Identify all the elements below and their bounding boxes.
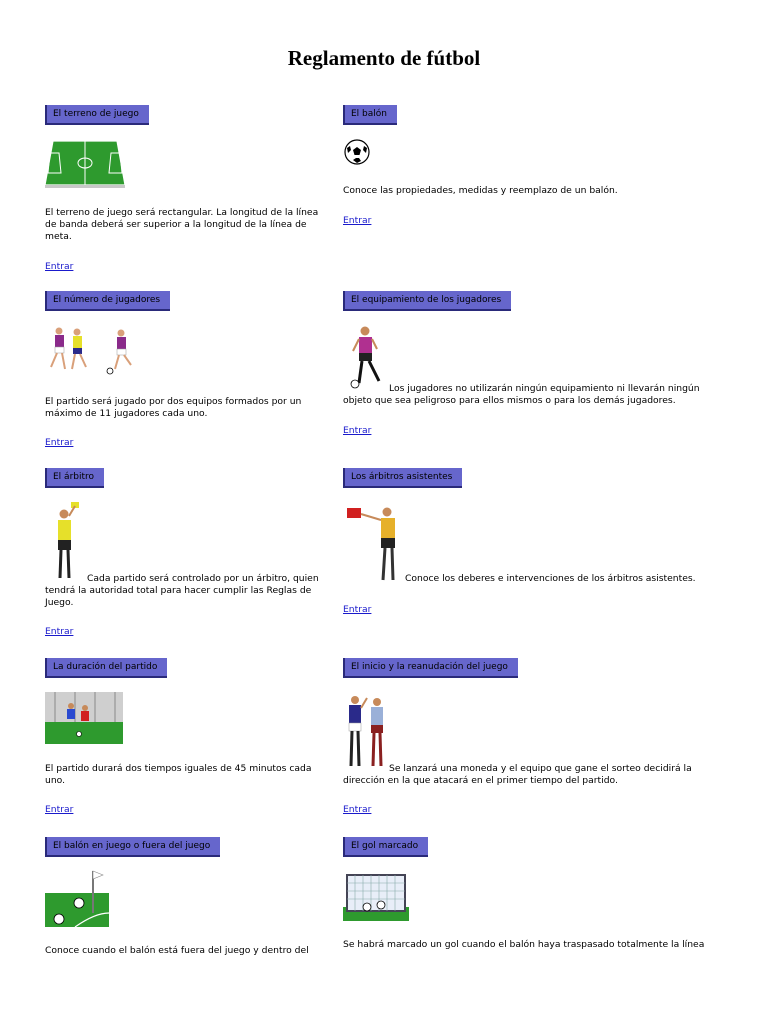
enter-link-duration[interactable]: Entrar: [45, 804, 74, 815]
section-ball: [343, 101, 723, 231]
section-heading: El número de jugadores: [45, 291, 170, 311]
section-heading: El inicio y la reanudación del juego: [343, 658, 518, 678]
referee-icon: [49, 502, 83, 584]
players-icon: [45, 325, 145, 377]
section-description: Se habrá marcado un gol cuando el balón haya traspasado totalmente la línea: [343, 939, 705, 950]
section-heading: El árbitro: [45, 468, 104, 488]
enter-link-players[interactable]: Entrar: [45, 437, 74, 448]
ball-icon: [344, 139, 370, 165]
section-description: El terreno de juego será rectangular. La longitud de la línea de banda deberá ser superior a la longitud de la línea de meta.: [45, 207, 319, 242]
coin-toss-icon: [345, 692, 389, 774]
goal-icon: [343, 871, 409, 921]
section-heading: Los árbitros asistentes: [343, 468, 462, 488]
enter-link-assistant-referees[interactable]: Entrar: [343, 604, 372, 615]
enter-link-equipment[interactable]: Entrar: [343, 425, 372, 436]
assistant-referee-icon: [345, 502, 405, 584]
section-description: Conoce cuando el balón está fuera del juego y dentro del: [45, 945, 309, 956]
field-icon: [45, 137, 125, 189]
section-heading: El terreno de juego: [45, 105, 149, 125]
section-description: Cada partido será controlado por un árbitro, quien tendrá la autoridad total para hacer cumplir las Reglas de Juego.: [45, 573, 319, 608]
section-description: Conoce los deberes e intervenciones de los árbitros asistentes.: [405, 573, 696, 584]
enter-link-field[interactable]: Entrar: [45, 261, 74, 272]
enter-link-ball[interactable]: Entrar: [343, 215, 372, 226]
page-title: Reglamento de fútbol: [287, 46, 481, 70]
section-description: Se lanzará una moneda y el equipo que gane el sorteo decidirá la dirección en la que atacará en el primer tiempo del partido.: [343, 763, 692, 786]
section-heading: El balón: [343, 105, 397, 125]
player-kit-icon: [349, 325, 385, 391]
section-equipment: [343, 287, 723, 447]
section-description: El partido será jugado por dos equipos formados por un máximo de 11 jugadores cada uno.: [45, 396, 302, 419]
section-description: Los jugadores no utilizarán ningún equipamiento ni llevarán ningún objeto que sea peligroso para ellos mismos o para los demás jugadores.: [343, 383, 700, 406]
section-heading: La duración del partido: [45, 658, 167, 678]
section-kickoff: [343, 654, 723, 824]
section-assistant-referees: [343, 464, 723, 624]
corner-flag-icon: [45, 869, 109, 927]
section-heading: El gol marcado: [343, 837, 428, 857]
section-description: El partido durará dos tiempos iguales de 45 minutos cada uno.: [45, 763, 312, 786]
section-goal: [343, 833, 723, 973]
enter-link-referee[interactable]: Entrar: [45, 626, 74, 637]
section-description: Conoce las propiedades, medidas y reemplazo de un balón.: [343, 185, 618, 196]
stadium-icon: [45, 692, 123, 744]
section-heading: El equipamiento de los jugadores: [343, 291, 511, 311]
enter-link-kickoff[interactable]: Entrar: [343, 804, 372, 815]
section-heading: El balón en juego o fuera del juego: [45, 837, 220, 857]
